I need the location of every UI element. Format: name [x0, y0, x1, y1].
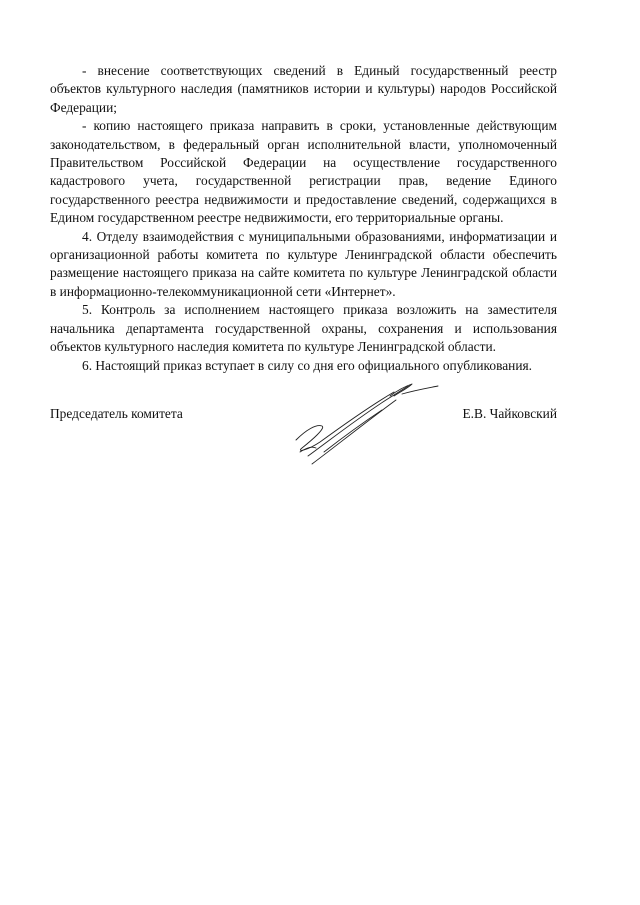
- paragraph-item-5: 5. Контроль за исполнением настоящего приказа возложить на заместителя начальника департамента государственной охраны, сохранения и использования объектов культурного наследия комитета по культуре Ленинградской области.: [50, 302, 557, 355]
- paragraph-item-4: 4. Отделу взаимодействия с муниципальными образованиями, информатизации и организационной работы комитета по культуре Ленинградской области обеспечить размещение настоящего приказа на сайте комитета по культуре Ленинградской области в информационно-телекоммуникационной сети «Интернет».: [50, 228, 557, 299]
- paragraph-item-6: 6. Настоящий приказ вступает в силу со дня его официального опубликования.: [82, 357, 532, 373]
- paragraph-copy-direction: - копию настоящего приказа направить в сроки, установленные действующим законодательством, в федеральный орган исполнительной власти, уполномоченный Правительством Российской Федерации на осуществление государственного кадастрового учета, государственной регистрации прав, ведение Единого государственного реестра недвижимости и предоставление сведений, содержащихся в Едином государственном реестре недвижимости, его территориальные органы.: [50, 118, 557, 226]
- signatory-name: Е.В. Чайковский: [462, 406, 557, 421]
- paragraph-registry-entry: - внесение соответствующих сведений в Единый государственный реестр объектов культурного наследия (памятников истории и культуры) народов Российской Федерации;: [50, 63, 557, 115]
- document-body: [50, 62, 557, 375]
- handwritten-signature: [282, 378, 442, 470]
- signatory-title: Председатель комитета: [50, 406, 183, 421]
